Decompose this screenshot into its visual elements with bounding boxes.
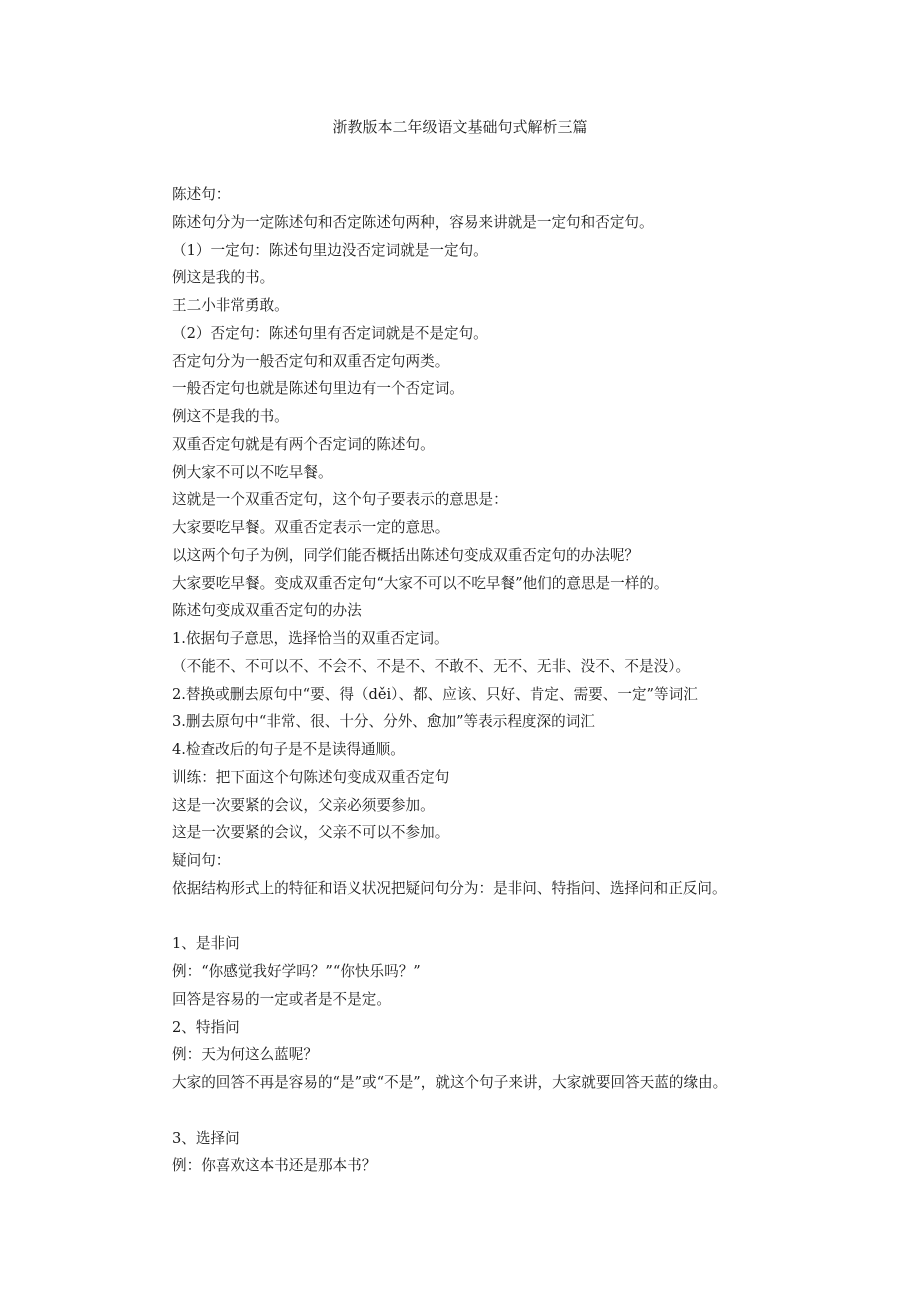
paragraph-line: 一般否定句也就是陈述句里边有一个否定词。 [172,380,464,398]
paragraph-line: 陈述句分为一定陈述句和否定陈述句两种，容易来讲就是一定句和否定句。 [172,213,654,231]
paragraph-line: （1）一定句：陈述句里边没否定词就是一定句。 [172,241,488,259]
paragraph-line: 例：你喜欢这本书还是那本书？ [172,1157,377,1175]
document-body [172,181,832,1180]
paragraph-line: （不能不、不可以不、不会不、不是不、不敢不、无不、无非、没不、不是没）。 [172,657,691,675]
paragraph-line: 4.检查改后的句子是不是读得通顺。 [172,741,405,758]
paragraph-line: （2）否定句：陈述句里有否定词就是不是定句。 [172,324,488,342]
paragraph-line: 这是一次要紧的会议，父亲不可以不参加。 [172,824,450,842]
paragraph-line: 例：天为何这么蓝呢？ [172,1046,318,1064]
paragraph-line [172,1097,832,1125]
paragraph-line: 2、特指问 [172,1018,240,1036]
paragraph-line [172,903,832,931]
paragraph-line: 这就是一个双重否定句，这个句子要表示的意思是： [172,491,508,509]
paragraph-line: 否定句分为一般否定句和双重否定句两类。 [172,352,450,370]
paragraph-line: 训练：把下面这个句陈述句变成双重否定句 [172,768,450,786]
document-title: 浙教版本二年级语文基础句式解析三篇 [332,118,588,136]
paragraph-line: 大家的回答不再是容易的“是”或“不是”，就这个句子来讲，大家就要回答天蓝的缘由。 [172,1074,728,1091]
paragraph-line: 王二小非常勇敢。 [172,297,289,314]
paragraph-line: 3.删去原句中“非常、很、十分、分外、愈加”等表示程度深的词汇 [172,713,595,731]
paragraph-line: 大家要吃早餐。双重否定表示一定的意思。 [172,519,450,536]
paragraph-line: 这是一次要紧的会议，父亲必须要参加。 [172,796,435,814]
paragraph-line: 疑问句： [172,852,231,869]
paragraph-line: 陈述句变成双重否定句的办法 [172,602,362,620]
paragraph-line: 例大家不可以不吃早餐。 [172,463,333,481]
paragraph-line: 1、是非问 [172,935,240,953]
paragraph-line: 例这不是我的书。 [172,408,289,425]
paragraph-line: 以这两个句子为例，同学们能否概括出陈述句变成双重否定句的办法呢？ [172,546,640,564]
paragraph-line: 回答是容易的一定或者是不是定。 [172,990,391,1008]
paragraph-line: 1.依据句子意思，选择恰当的双重否定词。 [172,630,449,647]
paragraph-line: 依据结构形式上的特征和语义状况把疑问句分为：是非问、特指问、选择问和正反问。 [172,879,727,897]
paragraph-line: 3、选择问 [172,1129,240,1147]
paragraph-line: 2.替换或删去原句中“要、得（děi）、都、应该、只好、肯定、需要、一定”等词汇 [172,685,698,703]
paragraph-line: 例：“你感觉我好学吗？”“你快乐吗？” [172,963,421,980]
paragraph-line: 大家要吃早餐。变成双重否定句“大家不可以不吃早餐”他们的意思是一样的。 [172,574,669,592]
paragraph-line: 双重否定句就是有两个否定词的陈述句。 [172,435,435,453]
paragraph-line: 例这是我的书。 [172,269,275,287]
paragraph-line: 陈述句： [172,186,231,203]
